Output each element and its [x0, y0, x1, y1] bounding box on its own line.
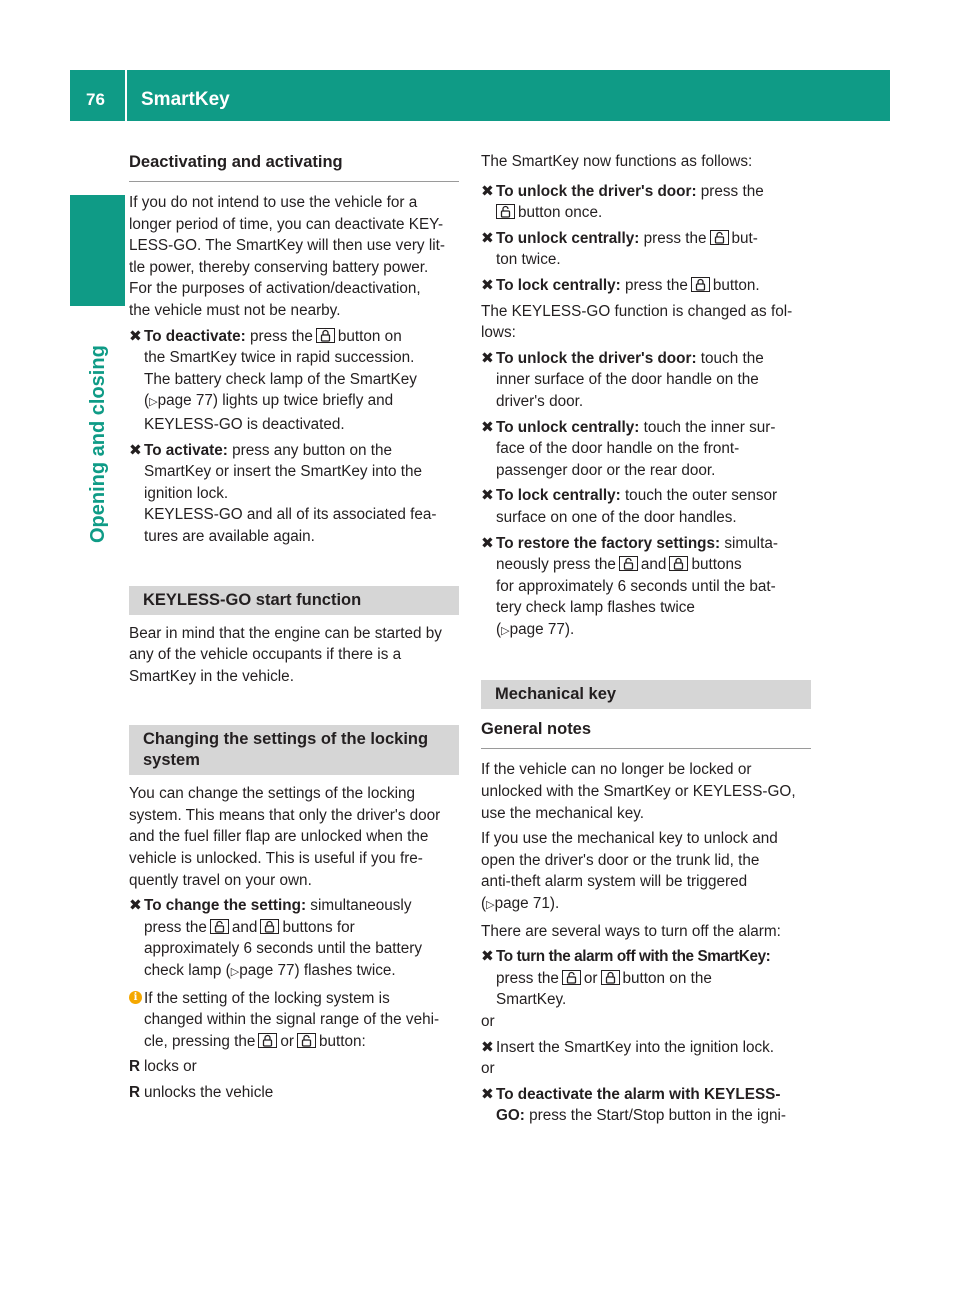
deactivate-step: ✖︎ To deactivate: press the button on the SmartKey twice in rapid succession. The battery check lamp of the SmartKey (▷page 77) lights up twice briefly and KEYLESS-GO is deactivated. [129, 327, 417, 433]
step-arrow-icon: ✖︎ [481, 182, 494, 200]
page-ref-link[interactable]: page 77) lights up twice briefly and [157, 392, 394, 410]
page-ref-link[interactable]: page 71). [494, 895, 560, 913]
step-arrow-icon: ✖︎ [481, 534, 494, 552]
unlock-button-icon [297, 1033, 316, 1048]
deactivation-paragraph: If you do not intend to use the vehicle for a longer period of time, you can deactivate KEY- LESS-GO. The SmartKey will then use very lit- tle power, thereby conserving battery power. For the purposes of activation/deactivation, the vehicle must not be nearby. [129, 194, 445, 319]
right-column [481, 148, 811, 1127]
start-function-paragraph: Bear in mind that the engine can be started by any of the vehicle occupants if there is a SmartKey in the vehicle. [129, 624, 442, 685]
bullet-item: R unlocks the vehicle [129, 1082, 459, 1104]
keyless-go-start-heading: KEYLESS-GO start function [129, 586, 459, 615]
step-arrow-icon: ✖︎ [129, 897, 142, 915]
step-arrow-icon: ✖︎ [481, 418, 494, 436]
general-notes-heading: General notes [481, 709, 811, 749]
insert-smartkey-step: ✖︎ Insert the SmartKey into the ignition lock. [481, 1037, 811, 1059]
left-column [129, 148, 459, 1104]
unlock-driver-door-step: ✖︎ To unlock the driver's door: press the button once. [481, 182, 764, 222]
unlock-button-icon [210, 919, 229, 934]
page-ref-link[interactable]: page 77) flashes twice. [239, 962, 396, 980]
page-header [70, 70, 890, 121]
section-tab [70, 195, 125, 306]
lock-button-icon [691, 277, 710, 292]
step-arrow-icon: ✖︎ [129, 441, 142, 459]
header-divider [125, 70, 127, 121]
step-arrow-icon: ✖︎ [481, 229, 494, 247]
lock-button-icon [260, 919, 279, 934]
general-notes-paragraph-3: There are several ways to turn off the alarm: [481, 922, 781, 940]
or-label: or [481, 1060, 495, 1078]
general-notes-paragraph-1: If the vehicle can no longer be locked or unlocked with the SmartKey or KEYLESS-GO, use the mechanical key. [481, 761, 796, 822]
lock-button-icon [601, 970, 620, 985]
step-arrow-icon: ✖︎ [481, 487, 494, 505]
page-number: 76 [86, 90, 105, 109]
page-ref-icon: ▷ [149, 396, 158, 409]
unlock-button-icon [710, 230, 729, 245]
lock-button-icon [258, 1033, 277, 1048]
deactivating-heading: Deactivating and activating [129, 148, 459, 182]
step-arrow-icon: ✖︎ [481, 1085, 494, 1103]
alarm-off-smartkey-step: ✖︎ To turn the alarm off with the SmartKey: press the or button on the SmartKey. [481, 948, 771, 1009]
step-arrow-icon: ✖︎ [481, 349, 494, 367]
unlock-button-icon [562, 970, 581, 985]
lock-button-icon [316, 328, 335, 343]
lock-centrally-step: ✖︎ To lock centrally: press the button. [481, 275, 811, 297]
keyless-go-change-intro: The KEYLESS-GO function is changed as fol- lows: [481, 302, 793, 342]
unlock-centrally-step: ✖︎ To unlock centrally: press the but- ton twice. [481, 229, 758, 269]
lock-button-icon [669, 556, 688, 571]
kg-unlock-centrally-step: ✖︎ To unlock centrally: touch the inner sur- face of the door handle on the front- passenger door or the rear door. [481, 418, 776, 479]
bullet-icon: R [129, 1058, 141, 1076]
section-label: Opening and closing [87, 345, 109, 543]
locking-settings-heading: Changing the settings of the locking system [129, 725, 459, 775]
page-ref-icon: ▷ [486, 899, 495, 912]
change-setting-step: ✖︎ To change the setting: simultaneously press the and buttons for approximately 6 seconds until the battery check lamp (▷page 77) flashes twice. [129, 897, 423, 980]
alarm-off-keyless-go-step: ✖︎ To deactivate the alarm with KEYLESS- GO: press the Start/Stop button in the igni- [481, 1085, 786, 1125]
page-ref-icon: ▷ [501, 624, 510, 637]
mechanical-key-heading: Mechanical key [481, 680, 811, 709]
info-icon: i [129, 991, 142, 1004]
bullet-item: R locks or [129, 1056, 459, 1078]
smartkey-functions-intro: The SmartKey now functions as follows: [481, 153, 753, 170]
page-ref-link[interactable]: page 77). [509, 620, 575, 638]
step-arrow-icon: ✖︎ [481, 1038, 494, 1056]
unlock-button-icon [619, 556, 638, 571]
page-title: SmartKey [141, 89, 230, 110]
restore-factory-settings-step: ✖︎ To restore the factory settings: simulta- neously press the and buttons for approximately 6 seconds until the bat- tery check lamp flashes twice (▷page 77). [481, 534, 778, 638]
step-arrow-icon: ✖︎ [481, 948, 494, 966]
page-ref-icon: ▷ [230, 966, 240, 979]
general-notes-paragraph-2: If you use the mechanical key to unlock and open the driver's door or the trunk lid, the anti-theft alarm system will be triggered (▷page 71). [481, 830, 778, 913]
step-arrow-icon: ✖︎ [481, 276, 494, 294]
kg-lock-centrally-step: ✖︎ To lock centrally: touch the outer sensor surface on one of the door handles. [481, 487, 778, 526]
locking-settings-paragraph: You can change the settings of the locking system. This means that only the driver's door and the fuel filler flap are unlocked when the vehicle is unlocked. This is useful if you fre- quently travel on your own. [129, 785, 441, 889]
bullet-icon: R [129, 1084, 141, 1101]
step-arrow-icon: ✖︎ [129, 327, 142, 345]
kg-unlock-driver-door-step: ✖︎ To unlock the driver's door: touch the inner surface of the door handle on the driver's door. [481, 349, 764, 410]
info-note: i If the setting of the locking system is changed within the signal range of the vehi- cle, pressing the or button: [129, 988, 459, 1053]
activate-step: ✖︎ To activate: press any button on the SmartKey or insert the SmartKey into the ignition lock. KEYLESS-GO and all of its associated fea- tures are available again. [129, 441, 437, 545]
or-label: or [481, 1013, 495, 1030]
unlock-button-icon [496, 204, 515, 219]
